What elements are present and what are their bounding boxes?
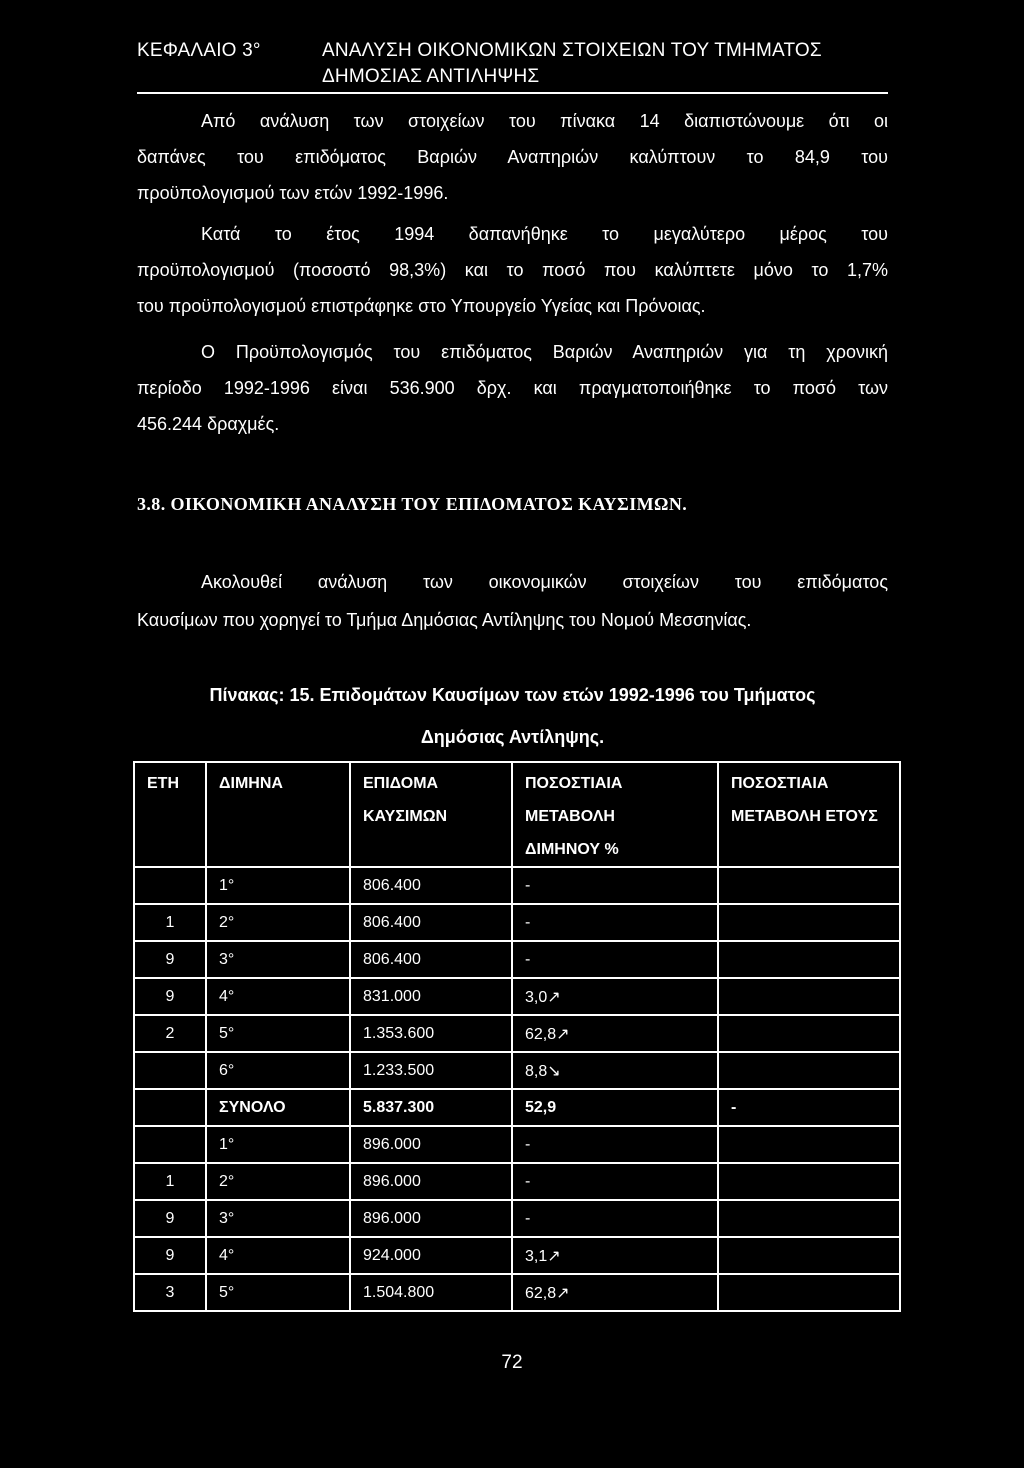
paragraph-line: περίοδο 1992-1996 είναι 536.900 δρχ. και πραγματοποιήθηκε το ποσό των [137,378,888,398]
paragraph-line: Ο Προϋπολογισμός του επιδόματος Βαριών Αναπηριών για τη χρονική [201,342,888,362]
table-caption-line1: Πίνακας: 15. Επιδομάτων Καυσίμων των ετών 1992-1996 του Τμήματος [209,685,816,705]
cell-bimonth-change: - [512,1200,718,1237]
cell-year-change [718,1052,900,1089]
cell-year: 1 [134,904,206,941]
cell-bimonth: 5° [206,1274,350,1311]
cell-year [134,1089,206,1126]
section-title: 3.8. ΟΙΚΟΝΟΜΙΚΗ ΑΝΑΛΥΣΗ ΤΟΥ ΕΠΙΔΟΜΑΤΟΣ ΚΑΥΣΙΜΩΝ. [137,494,688,514]
header-line: ΜΕΤΑΒΟΛΗ [525,808,615,825]
paragraph-line: προϋπολογισμού (ποσοστό 98,3%) και το ποσό που καλύπτετε μόνο το 1,7% [137,260,888,280]
cell-year-change [718,978,900,1015]
header-line: ΜΕΤΑΒΟΛΗ ΕΤΟΥΣ [731,808,878,825]
table-row [134,978,900,1015]
cell-year-change [718,1015,900,1052]
header-line: ΚΑΥΣΙΜΩΝ [363,808,448,825]
cell-bimonth: 4° [206,978,350,1015]
cell-year-change: - [718,1089,900,1126]
cell-bimonth: ΣΥΝΟΛΟ [206,1089,350,1126]
cell-year: 9 [134,941,206,978]
cell-year: 2 [134,1015,206,1052]
table-row [134,1052,900,1089]
header-line: ΠΟΣΟΣΤΙΑΙΑ [525,775,623,792]
paragraph-line: δαπάνες του επιδόματος Βαριών Αναπηριών καλύπτουν το 84,9 του [137,147,888,167]
cell-amount: 5.837.300 [350,1089,512,1126]
table-row [134,1274,900,1311]
header-fuel-allowance [350,762,512,867]
header-bimonths: ΔΙΜΗΝΑ [206,762,350,867]
table-row [134,1163,900,1200]
paragraph-line: Καυσίμων που χορηγεί το Τμήμα Δημόσιας Αντίληψης του Νομού Μεσσηνίας. [137,610,752,630]
table-total-row [134,1089,900,1126]
cell-bimonth: 1° [206,1126,350,1163]
table-row [134,1015,900,1052]
cell-year: 1 [134,1163,206,1200]
cell-year [134,867,206,904]
cell-bimonth-change: 3,1↗ [512,1237,718,1274]
cell-year-change [718,1163,900,1200]
cell-amount: 1.353.600 [350,1015,512,1052]
table-caption-line2: Δημόσιας Αντίληψης. [420,727,605,747]
cell-year-change [718,941,900,978]
cell-year: 9 [134,1237,206,1274]
cell-bimonth-change: 62,8↗ [512,1274,718,1311]
cell-year-change [718,904,900,941]
cell-amount: 806.400 [350,941,512,978]
paragraph-line: του προϋπολογισμού επιστράφηκε στο Υπουργείο Υγείας και Πρόνοιας. [137,296,706,316]
cell-year [134,1126,206,1163]
cell-bimonth-change: - [512,1163,718,1200]
cell-bimonth-change: - [512,904,718,941]
cell-amount: 896.000 [350,1163,512,1200]
cell-bimonth-change: 3,0↗ [512,978,718,1015]
table-row [134,1200,900,1237]
header-title-line2: ΔΗΜΟΣΙΑΣ ΑΝΤΙΛΗΨΗΣ [322,66,540,87]
cell-bimonth: 1° [206,867,350,904]
cell-amount: 896.000 [350,1126,512,1163]
header-title-line1: ΑΝΑΛΥΣΗ ΟΙΚΟΝΟΜΙΚΩΝ ΣΤΟΙΧΕΙΩΝ ΤΟΥ ΤΜΗΜΑΤΟΣ [322,40,822,61]
table-row [134,867,900,904]
cell-amount: 1.504.800 [350,1274,512,1311]
cell-bimonth: 3° [206,1200,350,1237]
paragraph-line: Από ανάλυση των στοιχείων του πίνακα 14 διαπιστώνουμε ότι οι [201,111,888,131]
paragraph-line: προϋπολογισμού των ετών 1992-1996. [137,183,449,203]
table-row [134,904,900,941]
section-paragraph [137,563,888,639]
header-line: ΕΠΙΔΟΜΑ [363,775,439,792]
cell-bimonth-change: 8,8↘ [512,1052,718,1089]
paragraph-3 [137,334,888,442]
header-line: ΠΟΣΟΣΤΙΑΙΑ [731,775,829,792]
cell-amount: 831.000 [350,978,512,1015]
cell-year-change [718,1274,900,1311]
cell-bimonth-change: - [512,941,718,978]
cell-year-change [718,867,900,904]
cell-bimonth: 2° [206,904,350,941]
cell-year: 3 [134,1274,206,1311]
table-row [134,941,900,978]
header-years: ΕΤΗ [134,762,206,867]
cell-year [134,1052,206,1089]
cell-amount: 896.000 [350,1200,512,1237]
cell-bimonth: 5° [206,1015,350,1052]
cell-year-change [718,1200,900,1237]
cell-amount: 924.000 [350,1237,512,1274]
paragraph-line: Ακολουθεί ανάλυση των οικονομικών στοιχείων του επιδόματος [201,572,888,592]
cell-year-change [718,1126,900,1163]
cell-bimonth: 4° [206,1237,350,1274]
cell-bimonth: 3° [206,941,350,978]
fuel-allowance-table [133,761,901,1312]
cell-amount: 806.400 [350,904,512,941]
cell-year-change [718,1237,900,1274]
header-line: ΔΙΜΗΝΟΥ % [525,841,619,858]
cell-bimonth-change: - [512,1126,718,1163]
cell-bimonth-change: 52,9 [512,1089,718,1126]
cell-bimonth: 6° [206,1052,350,1089]
cell-bimonth: 2° [206,1163,350,1200]
cell-amount: 806.400 [350,867,512,904]
table-body [134,867,900,1311]
header-bimonth-change [512,762,718,867]
paragraph-1 [137,103,888,211]
chapter-label: ΚΕΦΑΛΑΙΟ 3° [137,40,261,61]
header-divider [137,92,888,94]
cell-year: 9 [134,1200,206,1237]
cell-amount: 1.233.500 [350,1052,512,1089]
table-header-row [134,762,900,867]
cell-bimonth-change: 62,8↗ [512,1015,718,1052]
cell-year: 9 [134,978,206,1015]
cell-bimonth-change: - [512,867,718,904]
paragraph-2 [137,216,888,324]
paragraph-line: 456.244 δραχμές. [137,414,280,434]
paragraph-line: Κατά το έτος 1994 δαπανήθηκε το μεγαλύτερο μέρος του [201,224,888,244]
page-number: 72 [501,1352,523,1373]
table-row [134,1237,900,1274]
header-year-change [718,762,900,867]
table-row [134,1126,900,1163]
